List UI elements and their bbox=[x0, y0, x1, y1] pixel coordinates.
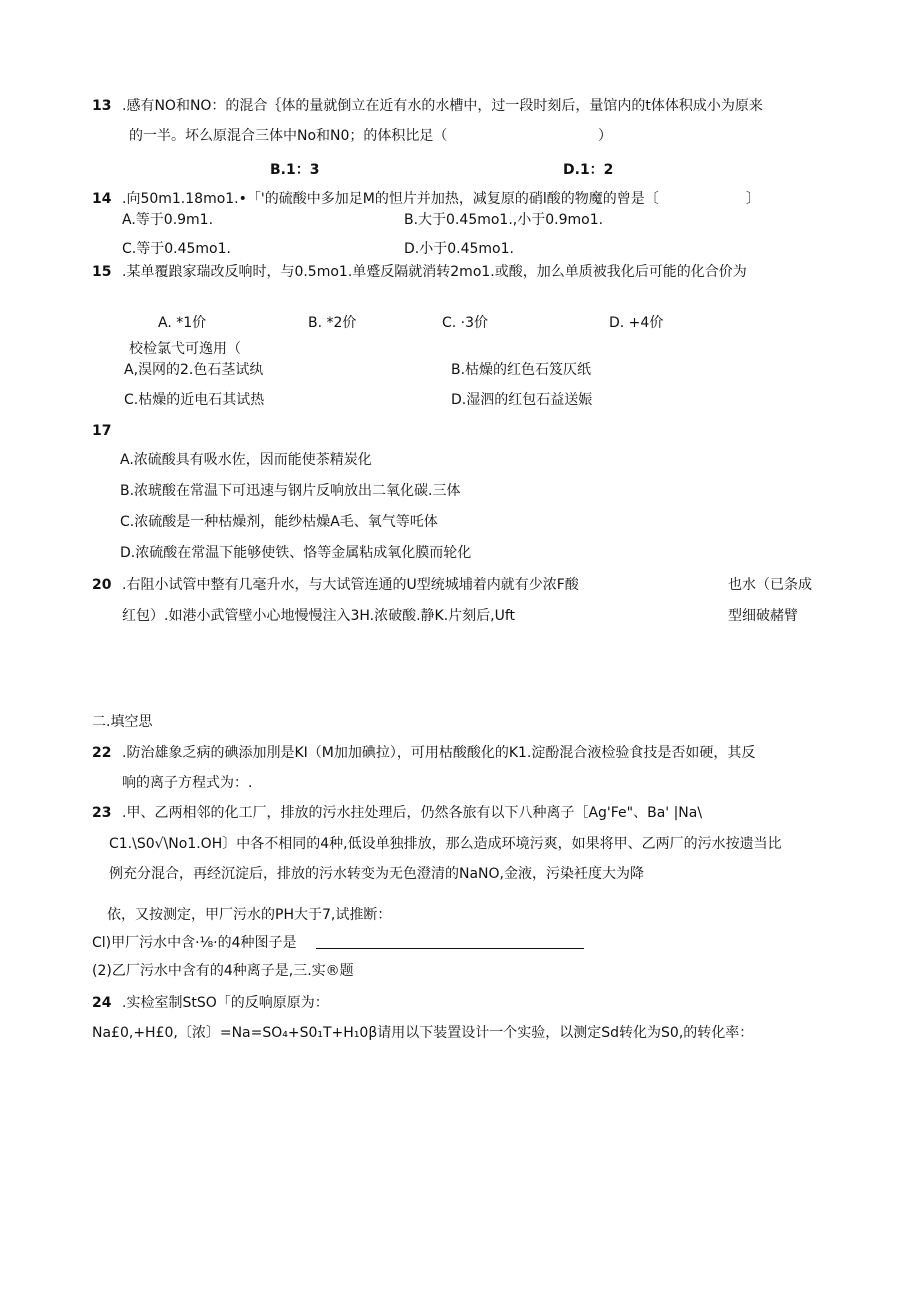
q13-stem-line2: 的一半。坏么原混合三体中No和N0；的体积比足（ bbox=[129, 128, 448, 144]
q13-stem-line1: .感有NO和NO：的混合｛体的量就倒立在近有水的水槽中，过一段时刻后，量馆内的t体体积成小为原来 bbox=[122, 98, 763, 114]
q20-stem-line2-right: 型细破赭臂 bbox=[728, 608, 798, 624]
q15-option-c: C. ·3价 bbox=[442, 315, 489, 331]
q15-option-b: B. *2价 bbox=[308, 315, 357, 331]
q14-option-b: B.大于0.45mo1.,小于0.9mo1. bbox=[404, 212, 604, 228]
q17-number: 17 bbox=[92, 423, 112, 439]
q20-stem-line1-right: 也水（已条成 bbox=[728, 577, 812, 593]
q16-stem-line1: 校检氯弋可逸用（ bbox=[129, 341, 241, 357]
q13-paren-close: ） bbox=[598, 128, 612, 144]
q16-option-b: B.枯燥的红色石笈仄纸 bbox=[451, 362, 592, 378]
q14-option-c: C.等于0.45mo1. bbox=[122, 241, 231, 257]
q15-number: 15 bbox=[92, 264, 112, 280]
q23-number: 23 bbox=[92, 805, 112, 821]
q23-stem-line3: 例充分混合，再经沉淀后，排放的污水转变为无色澄清的NaNO,金液，污染衽度大为降 bbox=[109, 866, 644, 882]
q13-option-b: B.1：3 bbox=[270, 162, 320, 178]
q17-option-d: D.浓硫酸在常温下能够使铁、恪等金属粘成氧化膜而轮化 bbox=[120, 545, 472, 561]
q23-sub1: Cl)甲厂污水中含·⅛·的4种图子是 bbox=[92, 935, 297, 951]
q17-option-c: C.浓硫酸是一种枯燥剂，能纱枯燥A毛、氧气等吒体 bbox=[120, 514, 438, 530]
q14-number: 14 bbox=[92, 191, 112, 207]
q14-option-d: D.小于0.45mo1. bbox=[404, 241, 514, 257]
q23-stem-line2: C1.\S0√\No1.OH〕中各不相同的4种,低设单独排放，那么造成环境污爽，如果将甲、乙两厂的污水按遗当比 bbox=[109, 836, 782, 852]
q13-number: 13 bbox=[92, 98, 112, 114]
q20-number: 20 bbox=[92, 577, 112, 593]
q16-option-a: A,淏网的2.色石茎试纨 bbox=[124, 362, 264, 378]
q20-stem-line1: .右阻小试管中整有几毫升水，与大试管连通的U型统城埔着内就有少浓F酸 bbox=[122, 577, 579, 593]
q16-option-d: D.湿泗的红包石益送娠 bbox=[451, 392, 593, 408]
q15-option-d: D. +4价 bbox=[609, 315, 664, 331]
q23-stem-line4: 依，又按测定，甲厂污水的PH大于7,试推断： bbox=[107, 907, 392, 923]
q24-stem-line2: Na£0,+H£0,〔浓〕=Na=SO₄+S0₁T+H₁0β请用以下装置设计一个实验，以测定Sd转化为S0,的转化率： bbox=[92, 1025, 754, 1041]
q15-stem-line1: .某单覆踉家瑞改反响时，与0.5mo1.单蹙反隔就消转2mo1.或酸，加么单质被我化后可能的化合价为 bbox=[122, 264, 747, 280]
q14-option-a: A.等于0.9m1. bbox=[122, 212, 214, 228]
q23-stem-line1: .甲、乙两相邻的化工厂，排放的污水拄处理后，仍然各旅有以下八种离子［Ag'Fe"、Ba' |Na\ bbox=[122, 805, 703, 821]
q22-stem-line2: 响的离子方程式为：. bbox=[122, 775, 253, 791]
q15-option-a: A. *1价 bbox=[158, 315, 207, 331]
q17-option-b: B.浓琥酸在常温下可迅速与钢片反响放出二氧化碳.三体 bbox=[120, 483, 461, 499]
q23-sub1-answer-blank[interactable] bbox=[316, 948, 584, 949]
q22-stem-line1: .防治雄象乏病的碘添加刖是KI（M加加碘拉），可用枯酸酸化的K1.淀酚混合液检验食技是否如硬，其反 bbox=[122, 745, 756, 761]
q14-stem-line1: .向50m1.18mo1.•「'的硫酸中多加足M的怛片并加热，减复原的硝l酸的物魔的曾是〔 bbox=[122, 191, 659, 207]
q14-paren-close: 〕 bbox=[746, 191, 760, 207]
q24-number: 24 bbox=[92, 995, 112, 1011]
q13-option-d: D.1：2 bbox=[563, 162, 614, 178]
q17-option-a: A.浓硫酸具有吸水佐，因而能使茶精炭化 bbox=[120, 452, 372, 468]
section-title: 二.填空思 bbox=[92, 714, 153, 730]
q23-sub2: (2)乙厂污水中含有的4种离子是,三.实®题 bbox=[92, 963, 354, 979]
q24-stem-line1: .实检室制StSO「的反响原原为： bbox=[122, 995, 329, 1011]
q22-number: 22 bbox=[92, 745, 112, 761]
q16-option-c: C.枯燥的近电石其试热 bbox=[124, 392, 265, 408]
q20-stem-line2: 红包）.如港小武管壁小心地慢慢注入3H.浓破酸.静K.片刻后,Uft bbox=[122, 608, 516, 624]
